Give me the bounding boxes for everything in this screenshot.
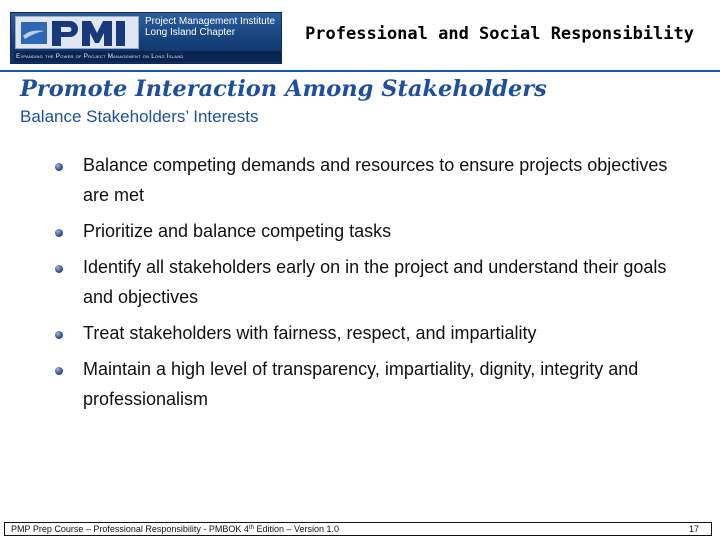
bullet-text: Treat stakeholders with fairness, respect, and impartiality (83, 323, 537, 343)
bullet-text: Identify all stakeholders early on in the project and understand their goals and objectives (83, 257, 667, 307)
footer-course-info (11, 524, 339, 534)
footer-superscript: th (248, 525, 254, 531)
slide-title: Promote Interaction Among Stakeholders (20, 76, 547, 102)
header-title: Professional and Social Responsibility (305, 24, 694, 44)
logo-tagline: Expanding the Power of Project Management on Long Island (14, 51, 282, 62)
bullet-item (52, 252, 672, 312)
bullet-item (52, 150, 672, 210)
logo-org-line1: Project Management Institute (145, 16, 276, 27)
bullet-icon (55, 229, 63, 237)
pmi-chapter-logo (10, 12, 282, 64)
slide-subtitle: Balance Stakeholders’ Interests (20, 107, 259, 126)
slide-footer (4, 522, 712, 536)
bullet-list (52, 150, 672, 420)
bullet-item (52, 318, 672, 348)
bullet-item (52, 216, 672, 246)
logo-org-line2: Long Island Chapter (145, 27, 236, 38)
page-number: 17 (688, 524, 699, 534)
pmi-logo-mark (15, 16, 139, 49)
bullet-text: Prioritize and balance competing tasks (83, 221, 392, 241)
bullet-text: Balance competing demands and resources to ensure projects objectives are met (83, 155, 668, 205)
pmi-logo-icon (16, 17, 139, 49)
bullet-icon (55, 367, 63, 375)
bullet-text: Maintain a high level of transparency, impartiality, dignity, integrity and professionalism (83, 359, 639, 409)
header-divider (0, 70, 720, 72)
footer-text-before: PMP Prep Course – Professional Responsibility - PMBOK 4 (11, 524, 249, 534)
bullet-item (52, 354, 672, 414)
bullet-icon (55, 163, 63, 171)
footer-text-after: Edition – Version 1.0 (253, 524, 340, 534)
logo-organization-name (145, 16, 279, 48)
bullet-icon (55, 265, 63, 273)
bullet-icon (55, 331, 63, 339)
